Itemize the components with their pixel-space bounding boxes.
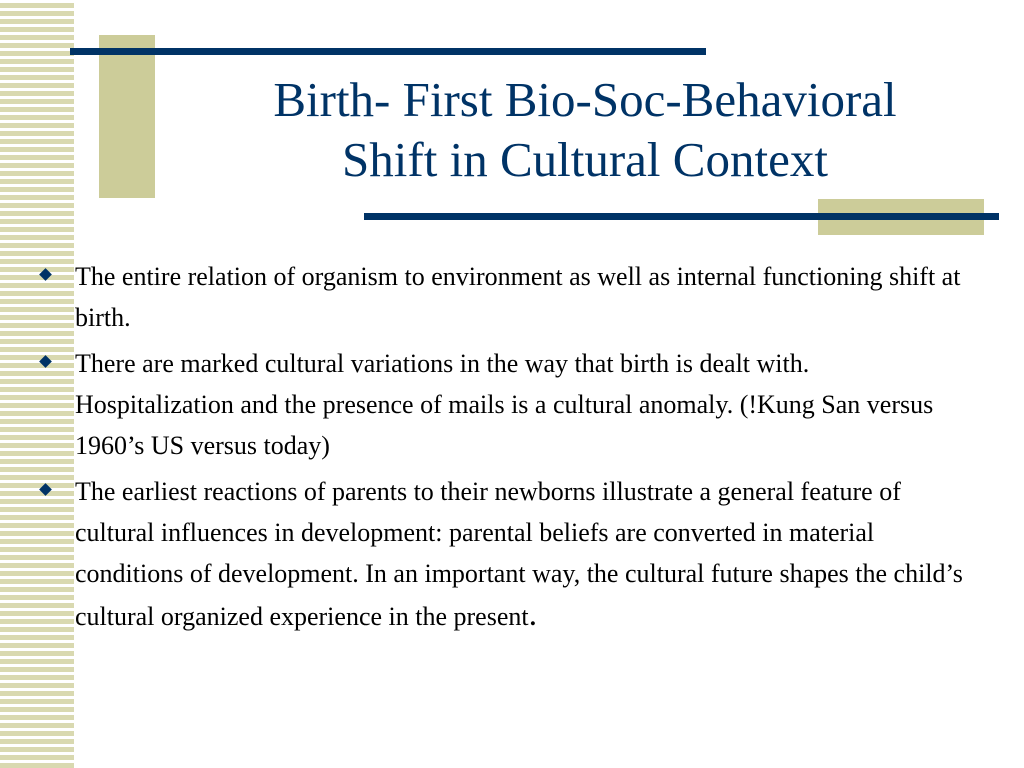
diamond-bullet-icon	[39, 483, 52, 496]
slide-title	[160, 70, 1010, 190]
bullet-item	[36, 343, 971, 466]
bullet-text: The earliest reactions of parents to their newborns illustrate a general feature of cultural influences in development: parental beliefs are converted in material conditions of development. In an important way, the cultural future shapes the child’s cultural organized experience in the present	[75, 477, 963, 631]
bullet-text: There are marked cultural variations in the way that birth is dealt with. Hospitalization and the presence of mails is a cultural anomaly. (!Kung San versus 1960’s US versus today)	[75, 349, 934, 460]
bullet-list	[36, 256, 971, 642]
bullet-end-period: .	[528, 596, 538, 633]
bullet-text: The entire relation of organism to environment as well as internal functioning shift at birth.	[75, 262, 961, 332]
top-accent-block	[99, 35, 155, 198]
diamond-bullet-icon	[39, 268, 52, 281]
slide-title-line-1: Birth- First Bio-Soc-Behavioral	[273, 72, 897, 127]
bullet-item	[36, 471, 971, 637]
top-rule	[70, 48, 706, 55]
bullet-item	[36, 256, 971, 338]
bottom-rule	[364, 213, 999, 220]
slide-title-line-2: Shift in Cultural Context	[342, 132, 828, 187]
diamond-bullet-icon	[39, 355, 52, 368]
